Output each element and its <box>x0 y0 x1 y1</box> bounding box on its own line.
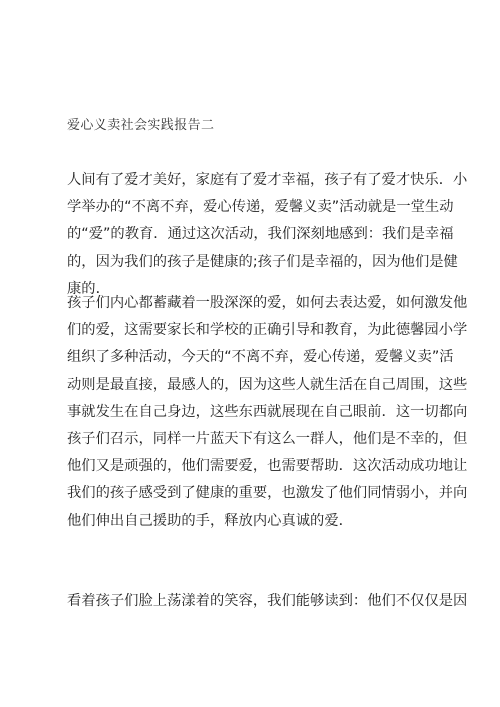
paragraph-line: 们的爱，这需要家长和学校的正确引导和教育，为此德馨园小学 <box>67 322 468 339</box>
paragraph-line: 看着孩子们脸上荡漾着的笑容，我们能够读到：他们不仅仅是因 <box>67 593 468 609</box>
paragraph-line: 的，因为我们的孩子是健康的;孩子们是幸福的，因为他们是健 <box>67 253 458 270</box>
document-title: 爱心义卖社会实践报告二 <box>67 118 215 133</box>
paragraph-line: 孩子们召示，同样一片蓝天下有这么一群人，他们是不幸的，但 <box>67 430 468 447</box>
paragraph-line: 事就发生在自己身边，这些东西就展现在自己眼前．这一切都向 <box>67 403 468 420</box>
paragraph-line: 动则是最直接，最感人的，因为这些人就生活在自己周围，这些 <box>67 376 468 393</box>
paragraph-3 <box>67 588 468 615</box>
paragraph-2 <box>67 290 468 535</box>
paragraph-line: 人间有了爱才美好，家庭有了爱才幸福，孩子有了爱才快乐．小 <box>67 172 468 188</box>
paragraph-line: 康的． <box>67 280 110 297</box>
paragraph-line: 的“爱”的教育．通过这次活动，我们深刻地感到：我们是幸福 <box>67 226 454 243</box>
paragraph-line: 他们又是顽强的，他们需要爱，也需要帮助．这次活动成功地让 <box>67 458 468 475</box>
paragraph-line: 学举办的“不离不弃，爱心传递，爱馨义卖”活动就是一堂生动 <box>67 199 454 216</box>
paragraph-line: 孩子们内心都蓄藏着一股深深的爱，如何去表达爱，如何激发他 <box>67 295 468 311</box>
paragraph-line: 组织了多种活动，今天的“不离不弃，爱心传递，爱馨义卖”活 <box>67 349 454 366</box>
paragraph-line: 他们伸出自己援助的手，释放内心真诚的爱． <box>67 512 353 529</box>
paragraph-line: 我们的孩子感受到了健康的重要，也激发了他们同情弱小，并向 <box>67 485 468 502</box>
